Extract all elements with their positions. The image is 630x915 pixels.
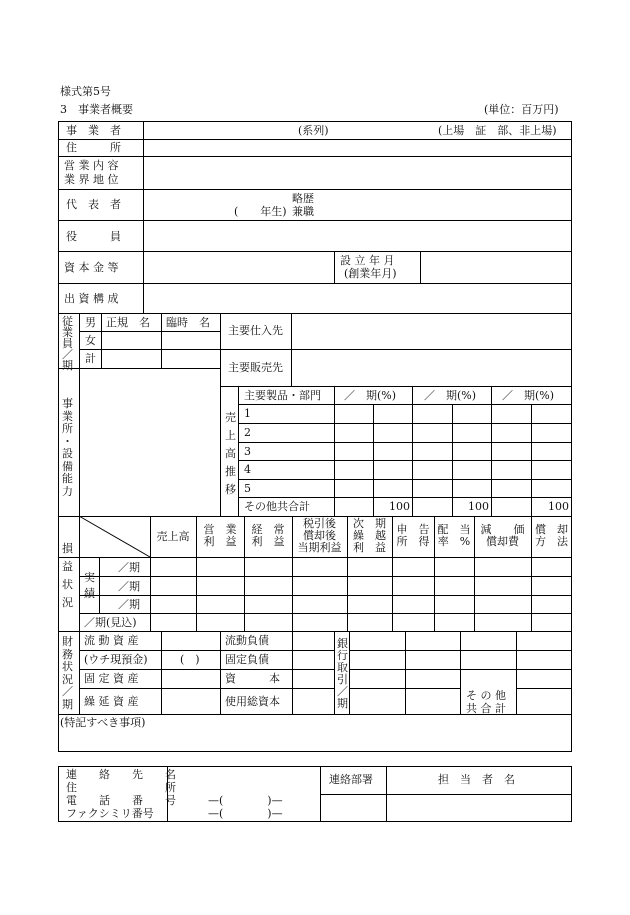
form-number: 様式第5号 [60,85,111,98]
emp-side-char: 業 [62,326,73,339]
rep-history-label: 略歴 [292,192,314,205]
special-notes-label: (特記すべき事項) [60,716,146,729]
other-total-label: その他共合計 [244,500,310,513]
sales-row-number: 3 [244,445,251,458]
pl-header-text: 申 告 [396,523,430,536]
pl-header-text: 売上高 [156,529,190,543]
hundred-2: 100 [468,500,489,513]
pl-header-text: 配 当 [437,523,471,536]
keiretsu-label: (系列) [298,124,329,137]
fac-side-char: 備 [62,459,73,473]
rep-birth-label: ( 年生) [234,205,287,218]
pl-side-char: 状 [62,578,73,591]
fac-side-char: 所 [62,422,73,435]
fax-format: —( )— [208,807,283,820]
pl-header-text: 当期利益 [297,540,342,554]
representative-label: 代 表 者 [66,198,121,211]
fac-side-char: ・ [62,434,73,448]
fac-side-char: 設 [62,447,73,460]
total-capital: 使用総資本 [225,695,280,708]
address-label: 住 所 [66,141,121,154]
fac-side-char: 業 [62,409,73,423]
hundred-3: 100 [548,500,569,513]
pl-header-text: 方 法 [535,535,568,548]
pl-header-text: 利 益 [251,535,285,548]
employees-regular: 正規 名 [106,316,150,329]
contact-person-label: 担 当 者 名 [438,773,515,786]
emp-side-char: 期 [62,359,73,372]
emp-side-char: 従 [62,315,73,328]
employees-male: 男 [85,316,96,329]
sales-side-char: 上 [225,429,236,442]
pl-side-char: 損 [62,542,73,555]
rep-concurrent-label: 兼職 [292,205,314,218]
bank-side-char: 期 [337,697,348,710]
pl-header-text: 率 % [437,535,471,548]
pl-header-text: 償却後 [303,528,336,542]
founded-label-1: 設 立 年 月 [340,254,395,267]
bank-side-char: 銀 [337,637,348,650]
sales-side-char: 移 [225,483,236,496]
fin-side-char: 状 [62,660,73,673]
sales-row-number: 1 [244,407,251,420]
unit-label: (単位：百万円) [484,103,559,116]
pl-header-text: 経 常 [251,523,285,536]
contact-name: 連 絡 先 名 [66,768,176,781]
actual-side-char: 実 [84,571,95,584]
fac-side-char: 力 [62,484,73,498]
sales-side-char: 売 [225,411,236,424]
current-liabilities: 流動負債 [225,634,269,647]
sales-row-number: 2 [244,426,251,439]
contact-address: 住 所 [66,781,176,794]
fin-side-char: 財 [62,635,73,648]
pl-header-text: 営 業 [203,523,237,536]
capital: 資 本 [225,672,280,685]
emp-side-char: ／ [62,348,73,361]
fin-side-char: ／ [62,685,73,698]
pl-header-text: 償却費 [486,535,519,548]
pl-header-text: 償 却 [535,523,568,536]
main-supplier-label: 主要仕入先 [228,324,283,337]
finance-other-total-1: そ の 他 [466,689,506,702]
pl-side-char: 益 [62,560,73,573]
contact-phone: 電 話 番 号 [66,794,176,807]
period-header-2: ／ 期(%) [424,389,477,402]
sales-row-number: 4 [244,463,251,476]
hundred-1: 100 [389,500,410,513]
business-label-2: 業 界 地 位 [64,173,119,186]
bank-side-char: 行 [337,649,348,662]
contact-fax: ファクシミリ番号 [66,807,154,820]
employees-total: 計 [85,352,96,365]
pl-side-char: 況 [62,596,73,609]
fin-side-char: 務 [62,647,73,661]
pl-header-text: 次 期 [353,516,386,530]
investment-label: 出 資 構 成 [64,292,119,305]
cash-deposits: (ウチ現預金) [84,653,148,666]
period-header-3: ／ 期(%) [502,389,555,402]
pl-header-text: 繰 越 [353,528,386,542]
bank-side-char: 取 [337,661,348,674]
fac-side-char: 事 [62,397,73,410]
emp-side-char: 員 [62,337,73,350]
fixed-assets: 固 定 資 産 [84,672,139,685]
pl-header-text: 減 価 [480,523,525,536]
bank-side-char: 引 [337,673,348,686]
finance-other-total-2: 共 合 計 [466,702,506,715]
pl-forecast: ／期(見込) [84,616,137,629]
officers-label: 役 員 [66,230,121,243]
sales-row-number: 5 [244,482,251,495]
listing-label: (上場 証 部、非上場) [438,124,557,137]
business-label-1: 営 業 内 容 [64,159,119,172]
cash-paren: ( ) [180,653,200,666]
product-header: 主要製品・部門 [244,389,321,402]
section-title: 3 事業者概要 [60,103,133,116]
employees-female: 女 [85,334,96,347]
pl-period-2: ／期 [118,580,140,593]
pl-header-text: 利 益 [353,540,386,554]
company-name-label: 事 業 者 [66,124,121,137]
employees-temporary: 臨時 名 [166,316,210,329]
phone-format: —( )— [208,794,283,807]
deferred-assets: 繰 延 資 産 [84,695,139,708]
fin-side-char: 期 [62,697,73,711]
bank-side-char: ／ [337,685,348,698]
contact-dept-label: 連絡部署 [329,773,373,786]
fixed-liabilities: 固定負債 [225,653,269,666]
fin-side-char: 況 [62,672,73,686]
sales-side-char: 高 [225,447,236,460]
pl-header-text: 税引後 [303,516,336,530]
main-customer-label: 主要販売先 [228,361,283,374]
sales-side-char: 推 [225,465,236,478]
founded-label-2: (創業年月) [344,267,397,280]
fac-side-char: 能 [62,472,73,485]
pl-header-text: 所 得 [396,535,430,548]
period-header-1: ／ 期(%) [344,389,397,402]
actual-side-char: 績 [84,587,95,600]
current-assets: 流 動 資 産 [84,634,139,647]
pl-header-text: 利 益 [203,535,237,548]
pl-period-3: ／期 [118,598,140,611]
capital-label: 資 本 金 等 [64,261,119,274]
pl-period-1: ／期 [118,561,140,574]
